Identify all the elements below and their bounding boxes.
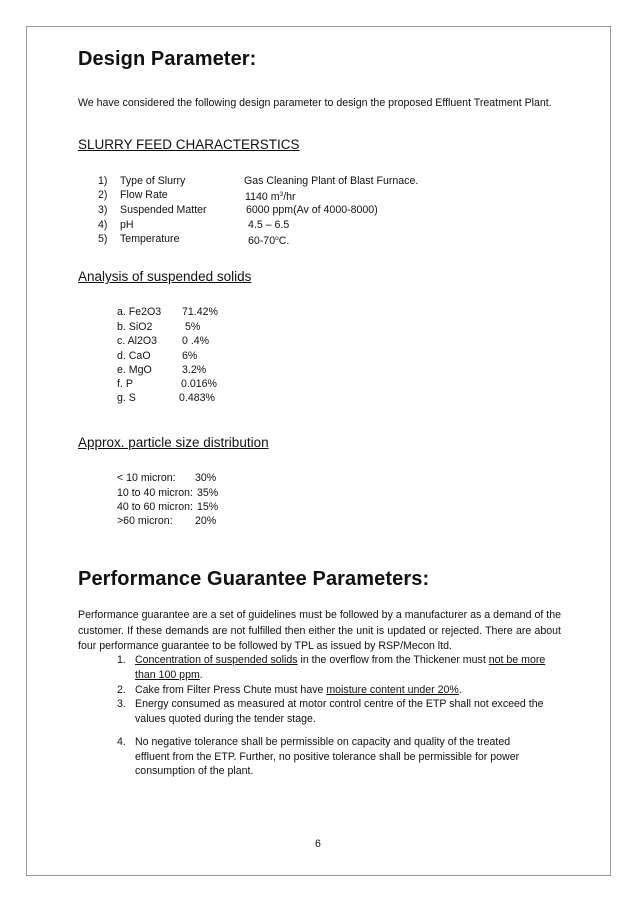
page-number: 6 [315,838,321,850]
guarantee-item: 3. Energy consumed as measured at motor control centre of the ETP shall not exceed the values quoted during the tender stage. [117,698,544,725]
performance-guarantee-heading: Performance Guarantee Parameters: [78,568,430,590]
slurry-feed-heading: SLURRY FEED CHARACTERSTICS [78,137,300,152]
suspended-solids-heading: Analysis of suspended solids [78,269,252,284]
guarantee-item: 4. No negative tolerance shall be permissible on capacity and quality of the treated effluent from the ETP. Further, no positive tolerance shall be permissible for power consumption of the plant. [117,736,520,777]
performance-intro-paragraph: Performance guarantee are a set of guidelines must be followed by a manufacturer as a demand of the customer. If these demands are not fulfilled then either the unit is updated or rejected. There are about four performance guarantee to be followed by TPL as issued by RSP/Mecon ltd. [78,609,561,652]
guarantee-item: 2. Cake from Filter Press Chute must have moisture content under 20%. [117,684,462,696]
flow-rate-value: 1140 $m^3/hr$ [245,191,296,203]
design-parameter-heading: Design Parameter: [78,48,257,70]
guarantee-item: 1. Concentration of suspended solids in the overflow from the Thickener must not be more than 100 ppm. [117,654,546,681]
particle-size-heading: Approx. particle size distribution [78,435,269,450]
design-intro-paragraph: We have considered the following design parameter to design the proposed Effluent Treatment Plant. [78,97,552,109]
temperature-value: 60-70$^o$C. [248,235,290,247]
